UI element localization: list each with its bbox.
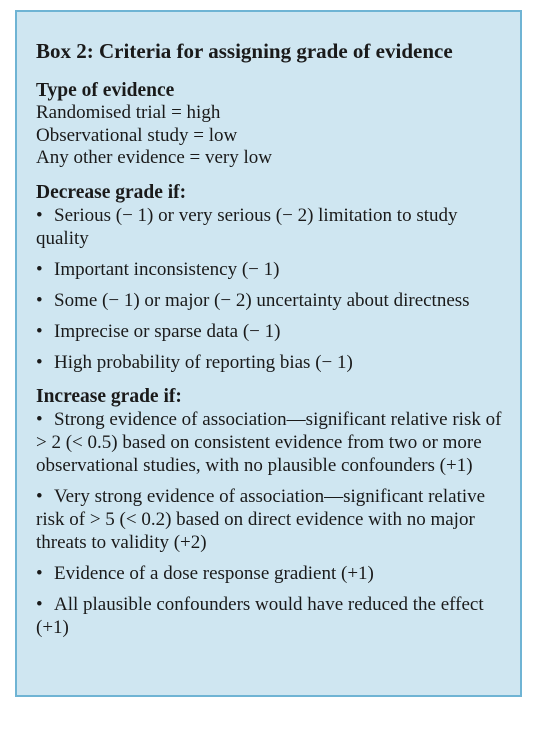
- increase-grade-list: [36, 408, 506, 639]
- list-item: [36, 258, 506, 281]
- list-item-text: Strong evidence of association—significant relative risk of > 2 (< 0.5) based on consistent evidence from two or more observational studies, with no plausible confounders (+1): [36, 408, 502, 476]
- type-of-evidence-section: [36, 80, 506, 170]
- list-item-text: Serious (− 1) or very serious (− 2) limitation to study quality: [36, 204, 458, 249]
- bullet-icon: •: [36, 593, 43, 615]
- evidence-type-line: Any other evidence = very low: [36, 147, 272, 168]
- list-item: [36, 289, 506, 312]
- list-item: [36, 562, 506, 585]
- bullet-icon: •: [36, 289, 43, 311]
- increase-grade-section: [36, 386, 506, 639]
- bullet-icon: •: [36, 408, 43, 430]
- box-title: Box 2: Criteria for assigning grade of evidence: [36, 39, 453, 63]
- list-item: [36, 485, 506, 554]
- type-of-evidence-heading: Type of evidence: [36, 80, 175, 101]
- bullet-icon: •: [36, 351, 43, 373]
- decrease-grade-heading: Decrease grade if:: [36, 181, 187, 203]
- list-item-text: All plausible confounders would have reduced the effect (+1): [36, 593, 484, 638]
- list-item-text: Important inconsistency (− 1): [54, 258, 280, 280]
- bullet-icon: •: [36, 320, 43, 342]
- list-item-text: Very strong evidence of association—significant relative risk of > 5 (< 0.2) based on direct evidence with no major threats to validity (+2): [36, 485, 486, 553]
- list-item-text: Evidence of a dose response gradient (+1): [54, 562, 374, 584]
- bullet-icon: •: [36, 562, 43, 584]
- bullet-icon: •: [36, 485, 43, 507]
- list-item-text: High probability of reporting bias (− 1): [54, 351, 353, 373]
- list-item: [36, 408, 506, 477]
- decrease-grade-section: [36, 182, 506, 374]
- decrease-grade-list: [36, 204, 506, 374]
- list-item: [36, 351, 506, 374]
- increase-grade-heading: Increase grade if:: [36, 385, 182, 407]
- evidence-criteria-box: [15, 10, 522, 697]
- list-item: [36, 204, 506, 250]
- list-item-text: Imprecise or sparse data (− 1): [54, 320, 281, 342]
- bullet-icon: •: [36, 204, 43, 226]
- evidence-type-line: Randomised trial = high: [36, 102, 221, 123]
- list-item: [36, 593, 506, 639]
- evidence-type-line: Observational study = low: [36, 124, 238, 146]
- list-item-text: Some (− 1) or major (− 2) uncertainty about directness: [54, 289, 470, 311]
- list-item: [36, 320, 506, 343]
- bullet-icon: •: [36, 258, 43, 280]
